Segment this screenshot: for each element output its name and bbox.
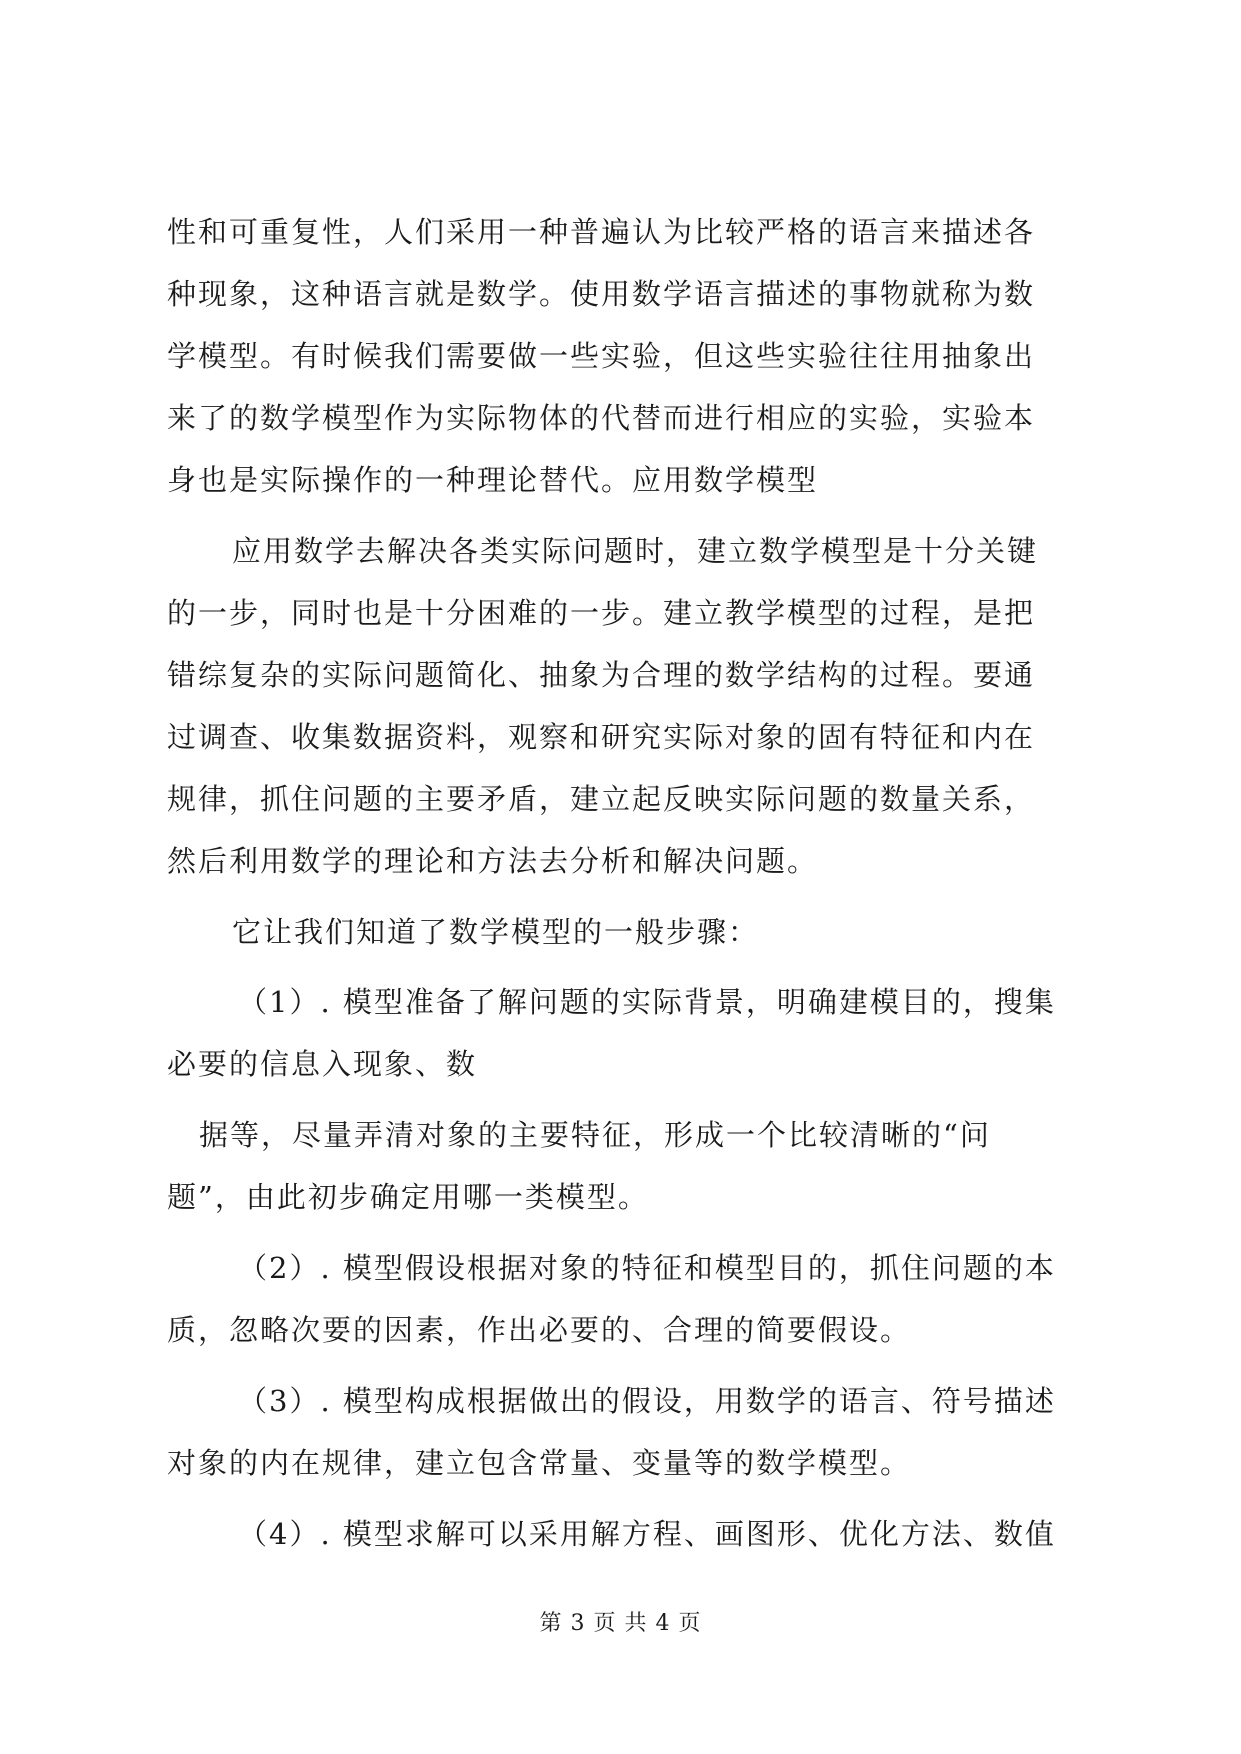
text-line: 身也是实际操作的一种理论替代。应用数学模型	[167, 463, 819, 497]
text-line: 题”，由此初步确定用哪一类模型。	[167, 1180, 649, 1214]
text-line: 对象的内在规律，建立包含常量、变量等的数学模型。	[167, 1446, 912, 1480]
text-line: 的一步，同时也是十分困难的一步。建立教学模型的过程，是把	[167, 596, 1036, 630]
text-line: 然后利用数学的理论和方法去分析和解决问题。	[167, 844, 819, 878]
text-line: 学模型。有时候我们需要做一些实验，但这些实验往往用抽象出	[167, 339, 1036, 373]
text-line: （4）. 模型求解可以采用解方程、画图形、优化方法、数值	[238, 1517, 1056, 1551]
text-line: 据等，尽量弄清对象的主要特征，形成一个比较清晰的“问	[199, 1118, 991, 1152]
text-line: 错综复杂的实际问题简化、抽象为合理的数学结构的过程。要通	[167, 658, 1036, 692]
text-line: 应用数学去解决各类实际问题时，建立数学模型是十分关键	[232, 534, 1039, 568]
text-line: 过调查、收集数据资料，观察和研究实际对象的固有特征和内在	[167, 720, 1036, 754]
text-line: （3）. 模型构成根据做出的假设，用数学的语言、符号描述	[238, 1384, 1056, 1418]
text-line: 必要的信息入现象、数	[167, 1047, 478, 1081]
text-line: 性和可重复性，人们采用一种普遍认为比较严格的语言来描述各	[167, 215, 1036, 249]
text-line: 它让我们知道了数学模型的一般步骤：	[232, 915, 760, 949]
text-line: 规律，抓住问题的主要矛盾，建立起反映实际问题的数量关系，	[167, 782, 1036, 816]
text-line: 质，忽略次要的因素，作出必要的、合理的简要假设。	[167, 1313, 912, 1347]
text-line: 来了的数学模型作为实际物体的代替而进行相应的实验，实验本	[167, 401, 1036, 435]
page-footer: 第 3 页 共 4 页	[539, 1611, 702, 1636]
text-line: （2）. 模型假设根据对象的特征和模型目的，抓住问题的本	[238, 1251, 1056, 1285]
text-line: 种现象，这种语言就是数学。使用数学语言描述的事物就称为数	[167, 277, 1036, 311]
text-line: （1）. 模型准备了解问题的实际背景，明确建模目的，搜集	[238, 985, 1056, 1019]
